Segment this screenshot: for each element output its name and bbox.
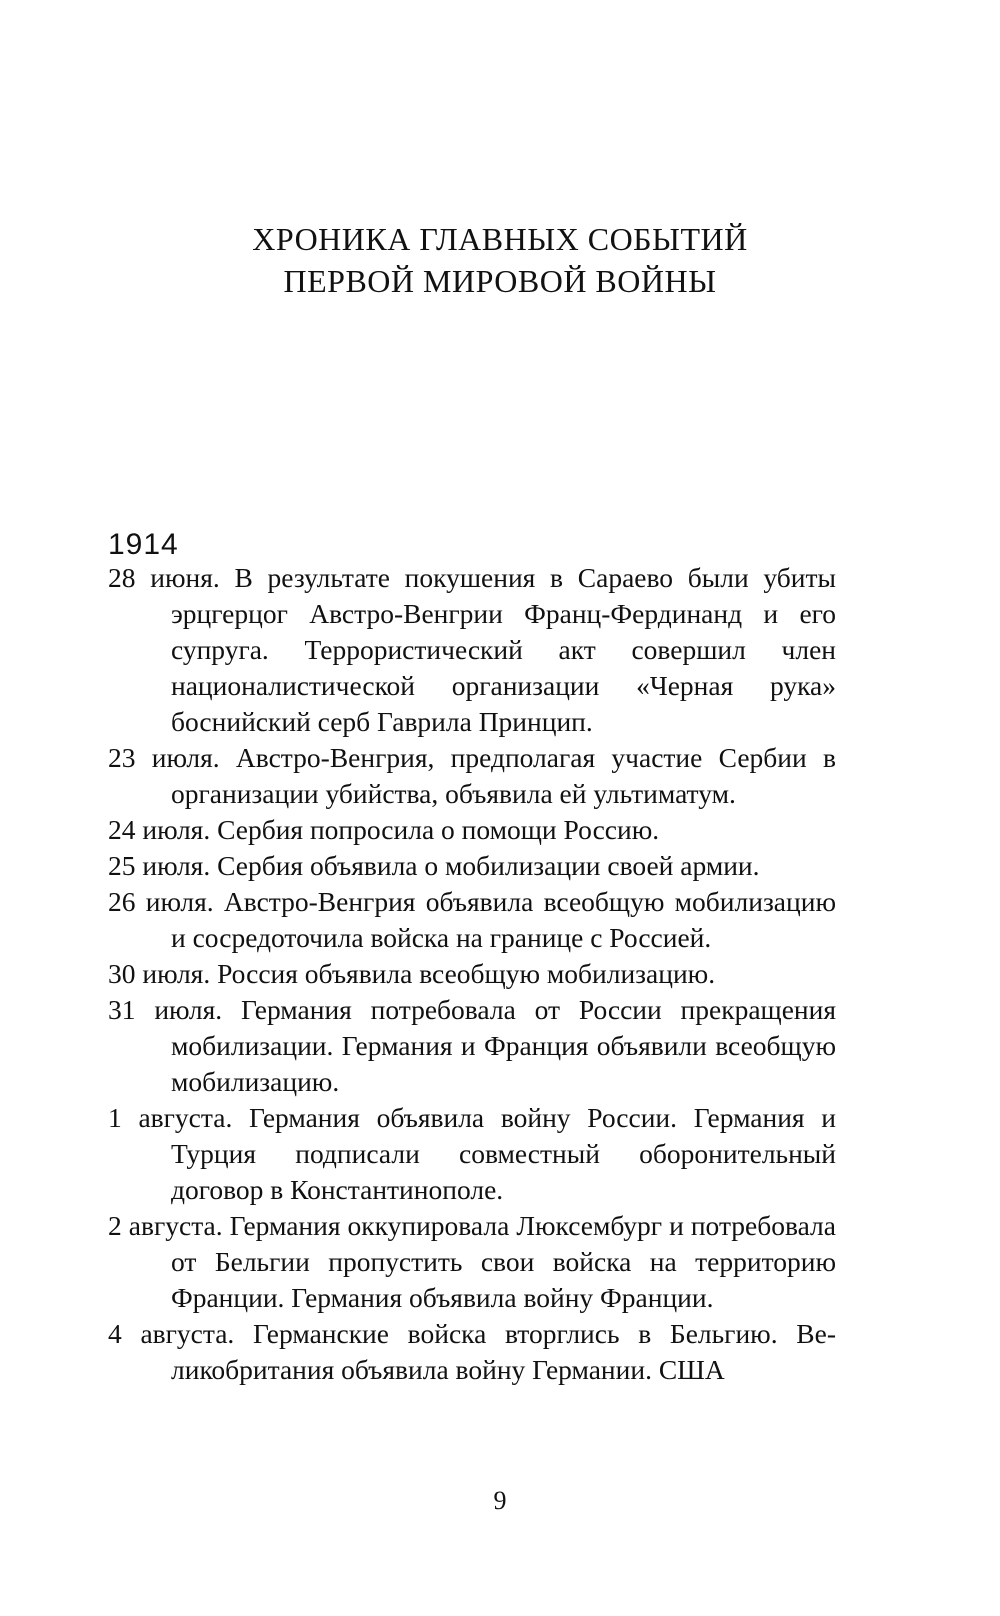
entry-july-25: 25 июля. Сербия объявила о мобилизации своей армии. — [108, 850, 760, 881]
entry-july-24: 24 июля. Сербия попросила о помощи Россию. — [108, 814, 660, 845]
chronicle-entries — [108, 560, 836, 1388]
entry-august-2: 2 августа. Германия оккупировала Люксембург и потребовала от Бельгии пропустить свои войска на территорию Франции. Германия объявила войну Франции. — [108, 1210, 836, 1313]
entry-july-23: 23 июля. Австро-Венгрия, предполагая участие Сербии в организации убийства, объявила ей ультиматум. — [108, 742, 836, 809]
entry-july-26: 26 июля. Австро-Венгрия объявила всеобщую мобилизацию и сосредоточила войска на границе с Россией. — [108, 886, 836, 953]
entry-july-31: 31 июля. Германия потребовала от России прекращения мобилизации. Германия и Франция объявили всеобщую мобилизацию. — [108, 994, 836, 1097]
entry-july-30: 30 июля. Россия объявила всеобщую мобилизацию. — [108, 958, 716, 989]
entry-june-28: 28 июня. В результате покушения в Сараево были убиты эрцгерцог Австро-Венгрии Франц-Фердинанд и его супруга. Террористический акт совершил член националистической организации «Черная рука» боснийский серб Гаврила Принцип. — [108, 562, 836, 737]
chapter-title-line-1: ХРОНИКА ГЛАВНЫХ СОБЫТИЙ — [252, 221, 748, 257]
chapter-title-line-2: ПЕРВОЙ МИРОВОЙ ВОЙНЫ — [283, 263, 717, 299]
page-number: 9 — [493, 1486, 507, 1515]
entry-august-4: 4 августа. Германские войска вторглись в Бельгию. Великобритания объявила войну Германии. США — [108, 1318, 836, 1385]
chapter-title — [0, 218, 1000, 302]
year-heading: 1914 — [108, 528, 179, 561]
entry-august-1: 1 августа. Германия объявила войну России. Германия и Турция подписали совместный оборонительный договор в Константинополе. — [108, 1102, 836, 1205]
